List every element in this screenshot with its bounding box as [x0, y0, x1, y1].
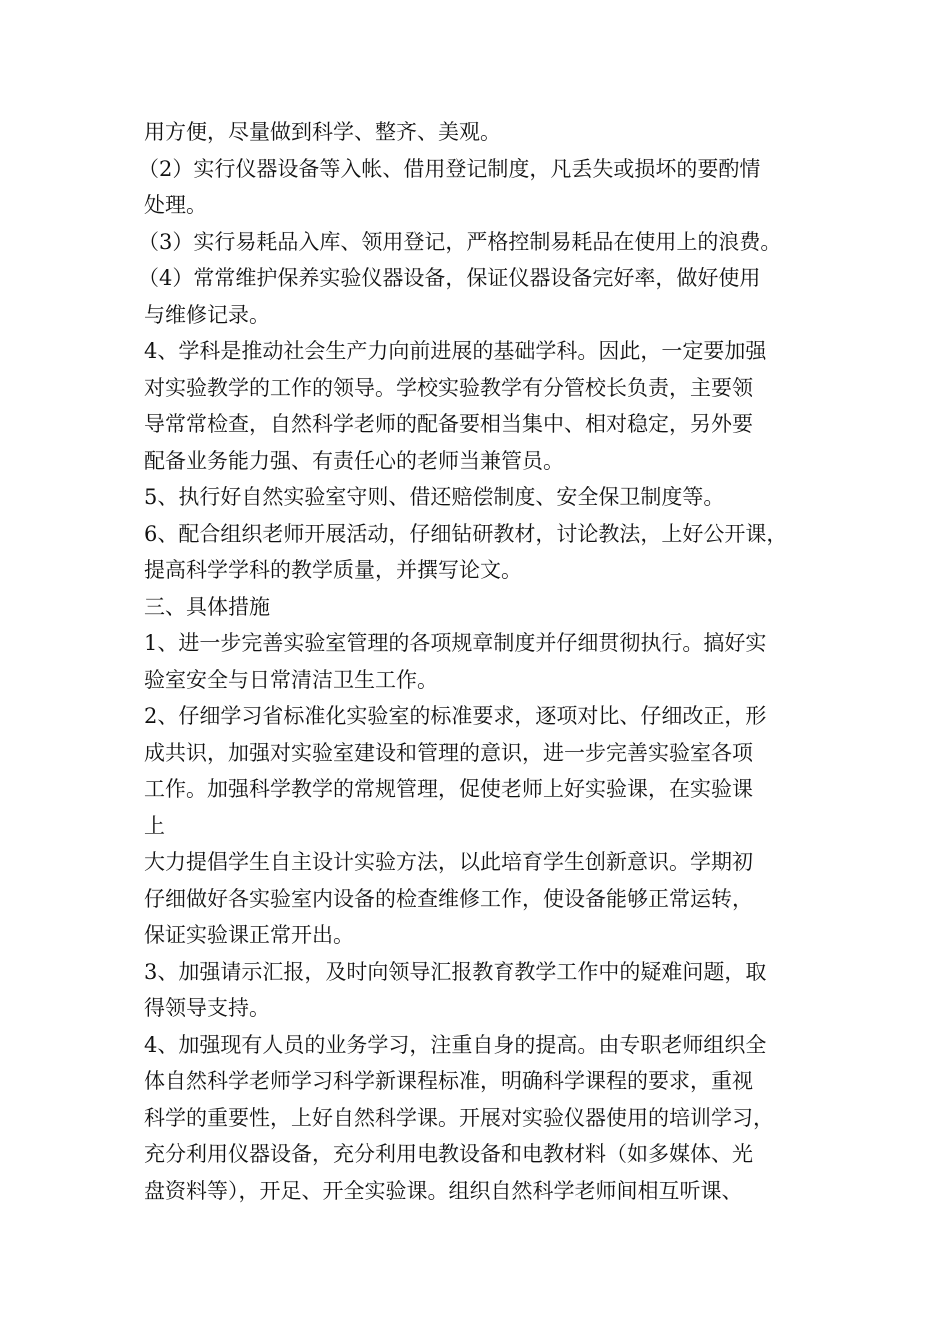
text-line: 6、配合组织老师开展活动，仔细钻研教材，讨论教法，上好公开课， — [144, 521, 788, 546]
text-line: 用方便，尽量做到科学、整齐、美观。 — [144, 120, 501, 144]
text-line: 与维修记录。 — [144, 302, 270, 327]
text-line: 体自然科学老师学习科学新课程标准，明确科学课程的要求，重视 — [144, 1069, 753, 1093]
text-line: 4、加强现有人员的业务学习，注重自身的提高。由专职老师组织全 — [144, 1032, 767, 1057]
text-line: 对实验教学的工作的领导。学校实验教学有分管校长负责，主要领 — [144, 375, 753, 400]
text-line: 得领导支持。 — [144, 996, 270, 1020]
text-line: 科学的重要性，上好自然科学课。开展对实验仪器使用的培训学习， — [144, 1105, 774, 1130]
text-line: （2）实行仪器设备等入帐、借用登记制度，凡丢失或损坏的要酌情 — [138, 156, 761, 181]
text-line: 验室安全与日常清洁卫生工作。 — [144, 667, 438, 692]
text-line: 2、仔细学习省标准化实验室的标准要求，逐项对比、仔细改正，形 — [144, 704, 767, 728]
text-line: 导常常检查，自然科学老师的配备要相当集中、相对稳定，另外要 — [144, 412, 753, 436]
text-line: 仔细做好各实验室内设备的检查维修工作，使设备能够正常运转， — [144, 886, 753, 911]
section-heading: 三、具体措施 — [144, 594, 270, 619]
text-line: 4、学科是推动社会生产力向前进展的基础学科。因此，一定要加强 — [144, 339, 767, 363]
document-page — [138, 114, 834, 1209]
text-line: 工作。加强科学教学的常规管理，促使老师上好实验课，在实验课 — [144, 777, 753, 801]
text-line: 提高科学学科的教学质量，并撰写论文。 — [144, 558, 522, 582]
text-line: 成共识，加强对实验室建设和管理的意识，进一步完善实验室各项 — [144, 740, 753, 765]
text-line: 盘资料等），开足、开全实验课。组织自然科学老师间相互听课、 — [144, 1178, 743, 1203]
text-line: 充分利用仪器设备，充分利用电教设备和电教材料（如多媒体、光 — [144, 1142, 753, 1166]
text-line: 3、加强请示汇报，及时向领导汇报教育教学工作中的疑难问题，取 — [144, 959, 767, 984]
text-line: 大力提倡学生自主设计实验方法，以此培育学生创新意识。学期初 — [144, 850, 753, 874]
text-line: 处理。 — [144, 193, 207, 217]
text-line: 保证实验课正常开出。 — [144, 923, 354, 947]
text-line: （3）实行易耗品入库、领用登记，严格控制易耗品在使用上的浪费。 — [138, 229, 782, 254]
text-line: 上 — [144, 813, 165, 838]
text-line: （4）常常维护保养实验仪器设备，保证仪器设备完好率，做好使用 — [138, 266, 761, 290]
text-line: 5、执行好自然实验室守则、借还赔偿制度、安全保卫制度等。 — [144, 485, 725, 509]
text-line: 1、进一步完善实验室管理的各项规章制度并仔细贯彻执行。搞好实 — [144, 631, 767, 655]
text-line: 配备业务能力强、有责任心的老师当兼管员。 — [144, 448, 564, 473]
